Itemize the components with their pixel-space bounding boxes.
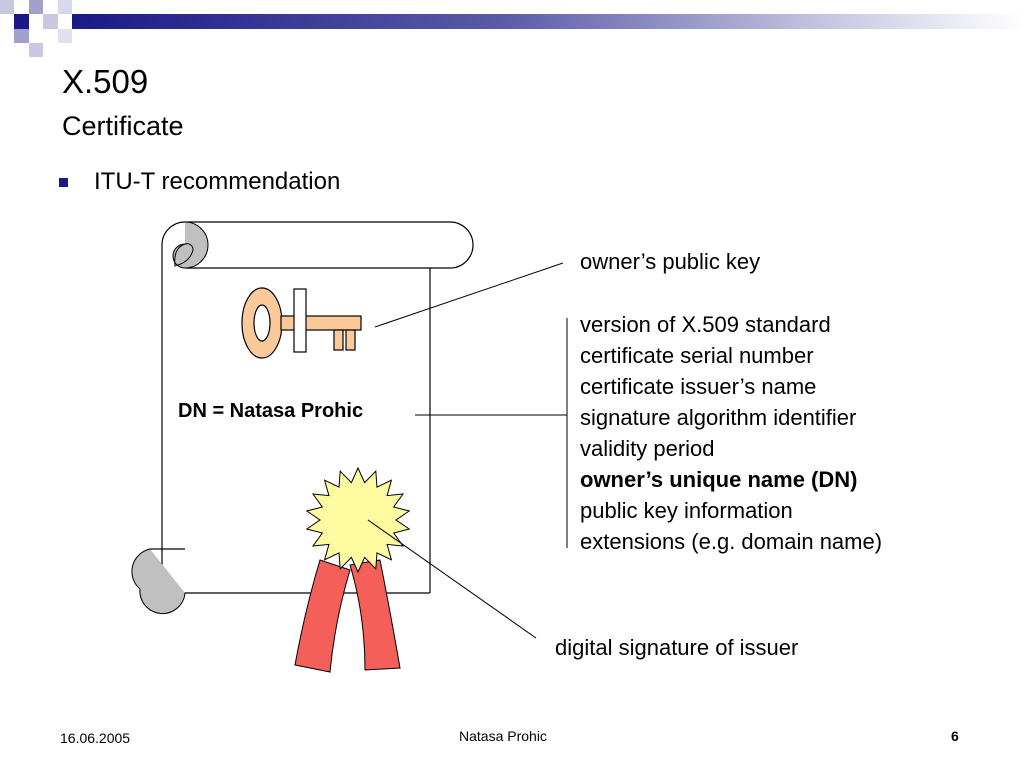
field-item: public key information — [580, 498, 793, 523]
page-number: 6 — [951, 728, 959, 744]
field-item: signature algorithm identifier — [580, 405, 857, 430]
key-label: owner’s public key — [580, 249, 761, 274]
signature-label: digital signature of issuer — [555, 635, 799, 660]
dn-label: DN = Natasa Prohic — [178, 400, 364, 422]
signature-connector-line — [368, 520, 536, 638]
field-item: validity period — [580, 436, 715, 461]
seal-icon — [295, 468, 409, 672]
field-item: extensions (e.g. domain name) — [580, 529, 883, 554]
field-item: certificate serial number — [580, 343, 814, 368]
slide-title: X.509 — [62, 63, 149, 100]
key-icon — [242, 288, 361, 358]
field-item: version of X.509 standard — [580, 312, 831, 337]
key-connector-line — [375, 263, 563, 327]
footer-date: 16.06.2005 — [60, 730, 131, 746]
field-item-highlighted: owner’s unique name (DN) — [580, 467, 858, 492]
footer-author: Natasa Prohic — [459, 728, 547, 744]
field-item: certificate issuer’s name — [580, 374, 817, 399]
certificate-fields-list — [580, 309, 882, 557]
bullet-text: ITU-T recommendation — [94, 168, 341, 195]
slide-subtitle: Certificate — [62, 111, 184, 141]
